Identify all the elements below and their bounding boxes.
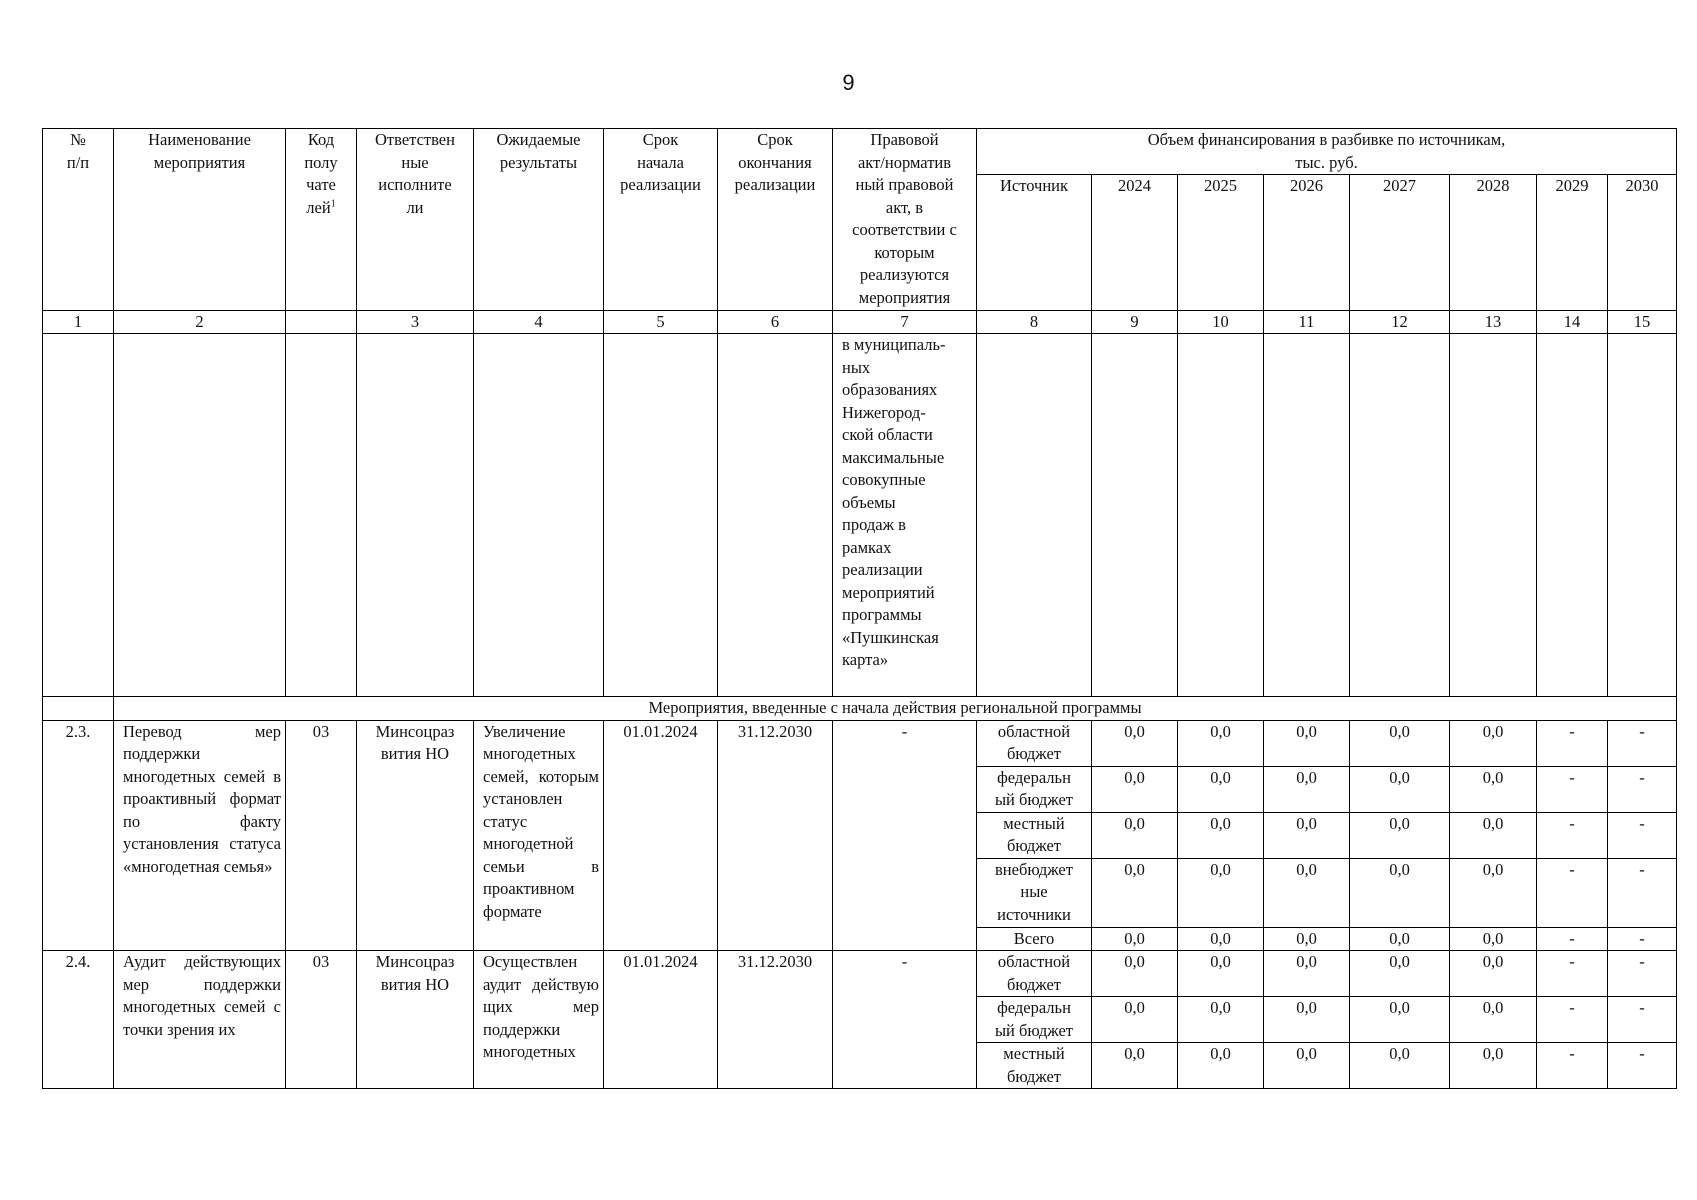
header-name: Наименование мероприятия: [114, 129, 286, 311]
funding-value: -: [1608, 720, 1677, 766]
funding-value: -: [1608, 766, 1677, 812]
funding-value: -: [1608, 927, 1677, 951]
funding-value: 0,0: [1092, 858, 1178, 927]
item-result: Увеличение многодетных семей, которым установлен статус многодетной семьи в проактивном формате: [474, 720, 604, 951]
funding-value: 0,0: [1350, 812, 1450, 858]
funding-value: 0,0: [1178, 951, 1264, 997]
funding-value: 0,0: [1092, 812, 1178, 858]
funding-value: 0,0: [1264, 812, 1350, 858]
funding-value: -: [1608, 858, 1677, 927]
funding-source: местный бюджет: [977, 1043, 1092, 1089]
column-number: 2: [114, 311, 286, 334]
funding-value: 0,0: [1450, 1043, 1537, 1089]
funding-value: 0,0: [1350, 1043, 1450, 1089]
funding-value: -: [1537, 720, 1608, 766]
column-number: 12: [1350, 311, 1450, 334]
header-financing: Объем финансирования в разбивке по источникам, тыс. руб.: [977, 129, 1677, 175]
continuation-row: [43, 334, 1677, 697]
funding-value: 0,0: [1350, 951, 1450, 997]
funding-value: 0,0: [1178, 812, 1264, 858]
funding-value: 0,0: [1178, 1043, 1264, 1089]
table-row: [43, 720, 1677, 766]
column-number-row: [43, 311, 1677, 334]
funding-value: 0,0: [1092, 951, 1178, 997]
continuation-legal-text: в муниципаль- ных образованиях Нижегород- ской области максимальные совокупные объемы продаж в рамках реализации мероприятий программы «Пушкинская карта»: [833, 334, 977, 697]
column-number: 9: [1092, 311, 1178, 334]
header-code-cell: [286, 129, 357, 311]
section-row: [43, 697, 1677, 721]
header-legal: Правовой акт/норматив ный правовой акт, в соответствии с которым реализуются мероприятия: [833, 129, 977, 311]
funding-value: 0,0: [1178, 997, 1264, 1043]
header-end: Срок окончания реализации: [718, 129, 833, 311]
item-result: Осуществлен аудит действую щих мер поддержки многодетных: [474, 951, 604, 1089]
funding-value: 0,0: [1350, 997, 1450, 1043]
funding-value: 0,0: [1092, 1043, 1178, 1089]
funding-value: 0,0: [1450, 858, 1537, 927]
funding-value: -: [1537, 997, 1608, 1043]
column-number: 13: [1450, 311, 1537, 334]
funding-value: -: [1537, 927, 1608, 951]
funding-source: областной бюджет: [977, 951, 1092, 997]
funding-value: 0,0: [1264, 720, 1350, 766]
header-num: № п/п: [43, 129, 114, 311]
header-code: Код полу чате лей: [304, 130, 338, 217]
funding-value: 0,0: [1450, 927, 1537, 951]
item-executor: Минсоцраз вития НО: [357, 720, 474, 951]
column-number: [286, 311, 357, 334]
column-number: 15: [1608, 311, 1677, 334]
item-name: Перевод мер поддержки многодетных семей в проактивный формат по факту установления статуса «многодетная семья»: [114, 720, 286, 951]
item-number: 2.4.: [43, 951, 114, 1089]
funding-value: -: [1608, 812, 1677, 858]
header-executors: Ответствен ные исполните ли: [357, 129, 474, 311]
end-date: 31.12.2030: [718, 951, 833, 1089]
funding-value: 0,0: [1092, 720, 1178, 766]
page-number: 9: [842, 70, 855, 95]
recipient-code: 03: [286, 720, 357, 951]
funding-value: -: [1608, 997, 1677, 1043]
funding-value: 0,0: [1264, 858, 1350, 927]
header-year: 2029: [1537, 175, 1608, 311]
funding-value: 0,0: [1264, 951, 1350, 997]
header-year: 2024: [1092, 175, 1178, 311]
funding-value: -: [1537, 951, 1608, 997]
column-number: 1: [43, 311, 114, 334]
funding-value: 0,0: [1350, 858, 1450, 927]
table-row: [43, 951, 1677, 997]
funding-value: -: [1537, 812, 1608, 858]
funding-value: 0,0: [1350, 927, 1450, 951]
funding-value: -: [1608, 951, 1677, 997]
header-year: 2025: [1178, 175, 1264, 311]
funding-value: 0,0: [1178, 858, 1264, 927]
funding-source: федеральн ый бюджет: [977, 997, 1092, 1043]
header-start: Срок начала реализации: [604, 129, 718, 311]
funding-value: 0,0: [1092, 766, 1178, 812]
header-results: Ожидаемые результаты: [474, 129, 604, 311]
funding-source: местный бюджет: [977, 812, 1092, 858]
header-year: 2027: [1350, 175, 1450, 311]
funding-value: 0,0: [1264, 1043, 1350, 1089]
funding-value: 0,0: [1178, 720, 1264, 766]
funding-value: 0,0: [1092, 927, 1178, 951]
column-number: 3: [357, 311, 474, 334]
column-number: 10: [1178, 311, 1264, 334]
section-title: Мероприятия, введенные с начала действия региональной программы: [114, 697, 1677, 721]
start-date: 01.01.2024: [604, 720, 718, 951]
funding-source: внебюджет ные источники: [977, 858, 1092, 927]
funding-value: -: [1608, 1043, 1677, 1089]
header-source: Источник: [977, 175, 1092, 311]
funding-value: 0,0: [1450, 812, 1537, 858]
funding-value: 0,0: [1178, 927, 1264, 951]
funding-source: Всего: [977, 927, 1092, 951]
column-number: 7: [833, 311, 977, 334]
column-number: 5: [604, 311, 718, 334]
item-number: 2.3.: [43, 720, 114, 951]
funding-value: 0,0: [1350, 720, 1450, 766]
end-date: 31.12.2030: [718, 720, 833, 951]
funding-value: 0,0: [1264, 766, 1350, 812]
funding-value: 0,0: [1092, 997, 1178, 1043]
column-number: 4: [474, 311, 604, 334]
financing-table: [42, 128, 1677, 1089]
funding-value: 0,0: [1450, 951, 1537, 997]
funding-value: -: [1537, 766, 1608, 812]
column-number: 11: [1264, 311, 1350, 334]
funding-value: 0,0: [1350, 766, 1450, 812]
funding-value: 0,0: [1450, 766, 1537, 812]
header-year: 2030: [1608, 175, 1677, 311]
legal-act: -: [833, 720, 977, 951]
header-code-footnote: 1: [330, 198, 336, 209]
funding-value: 0,0: [1450, 997, 1537, 1043]
legal-act: -: [833, 951, 977, 1089]
funding-value: -: [1537, 1043, 1608, 1089]
funding-value: 0,0: [1264, 927, 1350, 951]
column-number: 8: [977, 311, 1092, 334]
recipient-code: 03: [286, 951, 357, 1089]
funding-source: федеральн ый бюджет: [977, 766, 1092, 812]
item-name: Аудит действующих мер поддержки многодетных семей с точки зрения их: [114, 951, 286, 1089]
column-number: 14: [1537, 311, 1608, 334]
start-date: 01.01.2024: [604, 951, 718, 1089]
header-year: 2028: [1450, 175, 1537, 311]
column-number: 6: [718, 311, 833, 334]
funding-value: 0,0: [1178, 766, 1264, 812]
item-executor: Минсоцраз вития НО: [357, 951, 474, 1089]
header-year: 2026: [1264, 175, 1350, 311]
funding-value: 0,0: [1264, 997, 1350, 1043]
funding-value: 0,0: [1450, 720, 1537, 766]
table-body: [43, 129, 1677, 1089]
funding-source: областной бюджет: [977, 720, 1092, 766]
funding-value: -: [1537, 858, 1608, 927]
